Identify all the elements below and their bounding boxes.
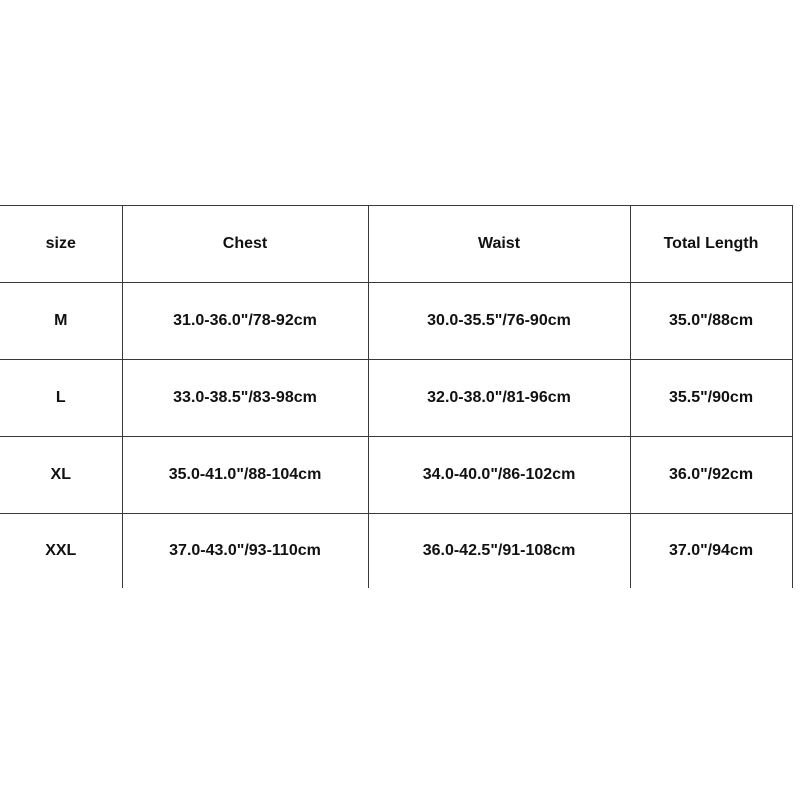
header-total-length: Total Length — [630, 206, 792, 283]
cell-total-length: 36.0"/92cm — [630, 437, 792, 514]
size-chart-table — [0, 205, 793, 588]
header-size: size — [0, 206, 122, 283]
cell-size: M — [0, 283, 122, 360]
table-row — [0, 514, 792, 589]
cell-waist: 30.0-35.5"/76-90cm — [368, 283, 630, 360]
cell-size: XXL — [0, 514, 122, 589]
table-row — [0, 283, 792, 360]
cell-size: XL — [0, 437, 122, 514]
cell-total-length: 35.0"/88cm — [630, 283, 792, 360]
cell-chest: 33.0-38.5"/83-98cm — [122, 360, 368, 437]
cell-size: L — [0, 360, 122, 437]
header-chest: Chest — [122, 206, 368, 283]
cell-chest: 35.0-41.0"/88-104cm — [122, 437, 368, 514]
cell-waist: 32.0-38.0"/81-96cm — [368, 360, 630, 437]
cell-chest: 37.0-43.0"/93-110cm — [122, 514, 368, 589]
cell-waist: 34.0-40.0"/86-102cm — [368, 437, 630, 514]
table-row — [0, 437, 792, 514]
cell-chest: 31.0-36.0"/78-92cm — [122, 283, 368, 360]
cell-total-length: 35.5"/90cm — [630, 360, 792, 437]
cell-total-length: 37.0"/94cm — [630, 514, 792, 589]
table-header-row — [0, 206, 792, 283]
header-waist: Waist — [368, 206, 630, 283]
table-row — [0, 360, 792, 437]
cell-waist: 36.0-42.5"/91-108cm — [368, 514, 630, 589]
